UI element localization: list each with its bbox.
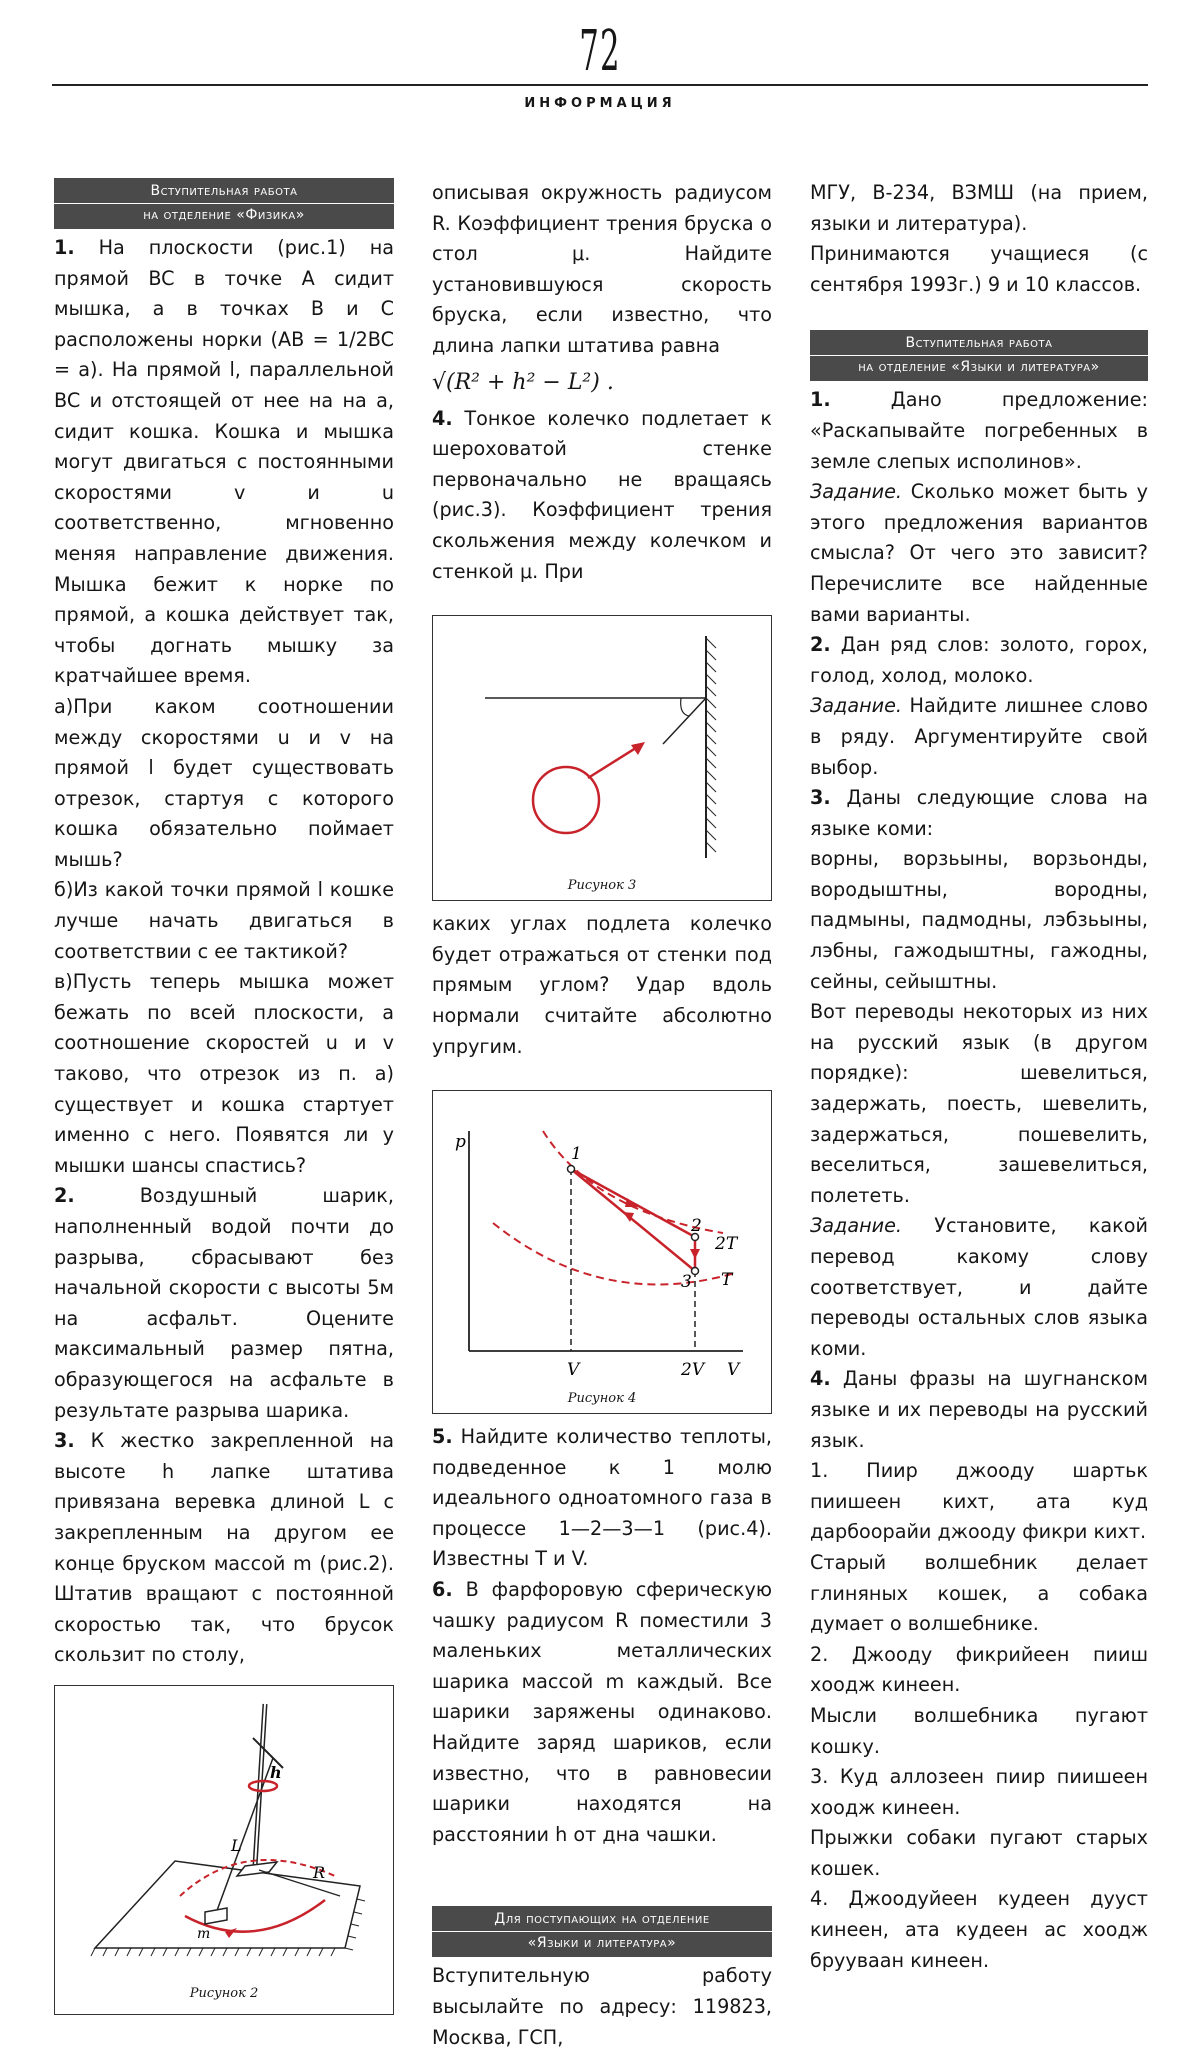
- question-number: 4.: [810, 1367, 831, 1391]
- point-label-1: 1: [571, 1144, 582, 1165]
- question-2: [810, 630, 1148, 691]
- problem-3: [54, 1426, 394, 1671]
- figure-2: [54, 1685, 394, 2015]
- problem-text: К жестко закрепленной на высоте h лапке штатива привязана веревка длиной L с закрепленным на другом ее конце бруском массой m (рис.2). Штатив вращают с постоянной скоростью так, что брусок скользит по столу,: [54, 1429, 394, 1667]
- band-title-line-1: Для поступающих на отделение: [432, 1908, 772, 1932]
- problem-text: В фарфоровую сферическую чашку радиусом R поместили 3 маленьких металлических шарика массой m каждый. Все шарики заряжены одинаково. Найдите заряд шариков, если известно, что в равновесии шарики находятся на расстоянии h от дна чашки.: [432, 1578, 773, 1846]
- isotherm-label-T: T: [721, 1270, 733, 1291]
- problem-4-continued: каких углах подлета колечко будет отражаться от стенки под прямым углом? Удар вдоль нормали считайте абсолютно упругим.: [432, 912, 772, 1058]
- figure-3-drawing: [433, 616, 771, 878]
- question-3-task: [810, 1211, 1148, 1364]
- column-1: [54, 178, 394, 2023]
- figure-2-label-m: m: [197, 1925, 211, 1942]
- column-2: [432, 178, 772, 2053]
- tick-label-2V: 2V: [681, 1360, 705, 1381]
- figure-3: [432, 615, 772, 901]
- isotherm-label-2T: 2T: [715, 1234, 738, 1255]
- problem-1a: а)При каком соотношении между скоростями u и v на прямой l будет существовать отрезок, стартуя с которого кошка обязательно поймает мышь?: [54, 694, 394, 871]
- problem-number: 2.: [54, 1184, 75, 1208]
- figure-3-caption: Рисунок 3: [567, 878, 637, 894]
- address: Вступительную работу высылайте по адресу: 119823, Москва, ГСП,: [432, 1964, 772, 2049]
- phrase-3: 3. Куд аллозеен пиир пиишеен хоодж кинеен.: [810, 1765, 1148, 1819]
- problem-number: 4.: [432, 406, 453, 430]
- question-number: 1.: [810, 388, 831, 412]
- question-2-task: [810, 691, 1148, 783]
- question-text: Дано предложение: «Раскапывайте погребенных в земле слепых исполинов».: [810, 388, 1148, 473]
- problem-number: 3.: [54, 1429, 75, 1453]
- intake-note: Принимаются учащиеся (с сентября 1993г.) 9 и 10 классов.: [810, 242, 1148, 296]
- phrase-1: 1. Пиир джооду шартьк пиишеен кихт, ата куд дарбоорайи джооду фикри кихт.: [810, 1459, 1148, 1544]
- problem-3-continued: описывая окружность радиусом R. Коэффициент трения бруска о стол μ. Найдите установившуюся скорость бруска, если известно, что длина лапки штатива равна: [432, 181, 772, 357]
- question-3-words: ворны, ворзьыны, ворзьонды, вородыштны, вородны, падмыны, падмодны, лэбзьыны, лэбны, гажодыштны, гажодны, сейны, сейыштны.: [810, 847, 1148, 993]
- problem-1b: б)Из какой точки прямой l кошке лучше начать двигаться в соответствии с ее тактикой?: [54, 878, 394, 963]
- figure-4-caption: Рисунок 4: [567, 1391, 637, 1407]
- phrase-3-translation: Прыжки собаки пугают старых кошек.: [810, 1826, 1148, 1880]
- column-3: [810, 178, 1148, 1976]
- phrase-4: 4. Джоодуйеен кудеен дууст кинеен, ата кудеен ас хоодж брууваан кинеен.: [810, 1887, 1148, 1972]
- band-title-line-1: Вступительная работа: [810, 332, 1148, 356]
- figure-4: [432, 1090, 772, 1414]
- task-text: Найдите лишнее слово в ряду. Аргументируйте свой выбор.: [810, 694, 1148, 779]
- axis-label-p: p: [455, 1132, 466, 1153]
- problem-text: Тонкое колечко подлетает к шероховатой стенке первоначально не вращаясь (рис.3). Коэффициент трения скольжения между колечком и стенкой μ. При: [432, 406, 772, 583]
- address-continued: МГУ, В-234, ВЗМШ (на прием, языки и литература).: [810, 181, 1148, 235]
- axis-label-V: V: [727, 1360, 740, 1381]
- figure-2-caption: Рисунок 2: [189, 1985, 259, 2001]
- header-rule: [52, 84, 1148, 86]
- section-band-languages: [810, 330, 1148, 381]
- phrase-2: 2. Джооду фикрийеен пииш хоодж кинеен.: [810, 1642, 1148, 1697]
- task-text: Установите, какой перевод какому слову соответствует, и дайте переводы остальных слов языка коми.: [810, 1214, 1148, 1360]
- band-title-line-2: на отделение «Физика»: [143, 207, 305, 223]
- formula: √(R² + h² − L²) .: [432, 369, 614, 395]
- problem-1: [54, 233, 394, 692]
- figure-2-drawing: [55, 1686, 393, 1986]
- task-label: Задание.: [810, 480, 903, 504]
- phrase-1-translation: Старый волшебник делает глиняных кошек, а собака думает о волшебнике.: [810, 1550, 1148, 1636]
- question-1-task: [810, 477, 1148, 630]
- figure-2-label-L: L: [231, 1835, 242, 1855]
- problem-1c: в)Пусть теперь мышка может бежать по всей плоскости, а соотношение скоростей u и v таково, что отрезок из п. а) существует и кошка стартует именно с него. Появятся ли у мышки шансы спастись?: [54, 970, 394, 1177]
- problem-text: Воздушный шарик, наполненный водой почти до разрыва, сбрасывают без начальной скорости с высоты 5м на асфальт. Оцените максимальный размер пятна, образующегося на асфальте в результате разрыва шарика.: [54, 1184, 394, 1422]
- question-text: Даны следующие слова на языке коми:: [810, 786, 1148, 840]
- question-text: Дан ряд слов: золото, горох, голод, холод, молоко.: [810, 633, 1148, 687]
- problem-6: [432, 1575, 772, 1850]
- problem-number: 6.: [432, 1578, 453, 1602]
- question-text: Даны фразы на шугнанском языке и их переводы на русский язык.: [810, 1367, 1148, 1452]
- problem-text: Найдите количество теплоты, подведенное к 1 молю идеального одноатомного газа в процессе 1—2—3—1 (рис.4). Известны T и V.: [432, 1425, 772, 1571]
- task-label: Задание.: [810, 1214, 903, 1238]
- figure-4-drawing: [433, 1091, 771, 1391]
- section-label: ИНФОРМАЦИЯ: [524, 96, 676, 111]
- figure-2-label-h: h: [270, 1762, 282, 1782]
- point-label-2: 2: [691, 1216, 702, 1237]
- problem-4: [432, 404, 772, 588]
- problem-text: На плоскости (рис.1) на прямой BC в точке A сидит мышка, а в точках B и C расположены норки (AB = 1/2BC = a). На прямой l, параллельной BC и отстоящей от нее на на a, сидит кошка. Кошка и мышка могут двигаться с постоянными скоростями v и u соответственно, мгновенно меняя направление движения. Мышка бежит к норке по прямой, а кошка действует так, чтобы догнать мышку за кратчайшее время.: [54, 236, 394, 688]
- section-band-physics: [54, 178, 394, 229]
- problem-number: 5.: [432, 1425, 453, 1449]
- page-number: 72: [579, 19, 621, 84]
- question-number: 3.: [810, 786, 831, 810]
- question-3-translations: Вот переводы некоторых из них на русский язык (в другом порядке): шевелиться, задержать, поесть, шевелить, задержаться, пошевелить, веселиться, зашевелиться, полететь.: [810, 1000, 1148, 1207]
- task-label: Задание.: [810, 694, 903, 718]
- band-title-line-2: «Языки и литература»: [527, 1935, 677, 1952]
- problem-5: [432, 1422, 772, 1575]
- question-4: [810, 1364, 1148, 1456]
- phrase-2-translation: Мысли волшебника пугают кошку.: [810, 1703, 1148, 1758]
- band-title-line-2: на отделение «Языки и литература»: [858, 359, 1100, 376]
- figure-2-label-R: R: [313, 1862, 326, 1882]
- question-number: 2.: [810, 633, 831, 657]
- band-title-line-1: Вступительная работа: [54, 180, 394, 204]
- point-label-3: 3: [681, 1272, 692, 1293]
- section-band-applicants: [432, 1906, 772, 1957]
- problem-2: [54, 1181, 394, 1426]
- question-1: [810, 385, 1148, 477]
- problem-number: 1.: [54, 236, 75, 259]
- question-3: [810, 783, 1148, 844]
- tick-label-V: V: [567, 1360, 580, 1381]
- task-text: Сколько может быть у этого предложения вариантов смысла? От чего это зависит? Перечислите все найденные вами варианты.: [810, 480, 1148, 626]
